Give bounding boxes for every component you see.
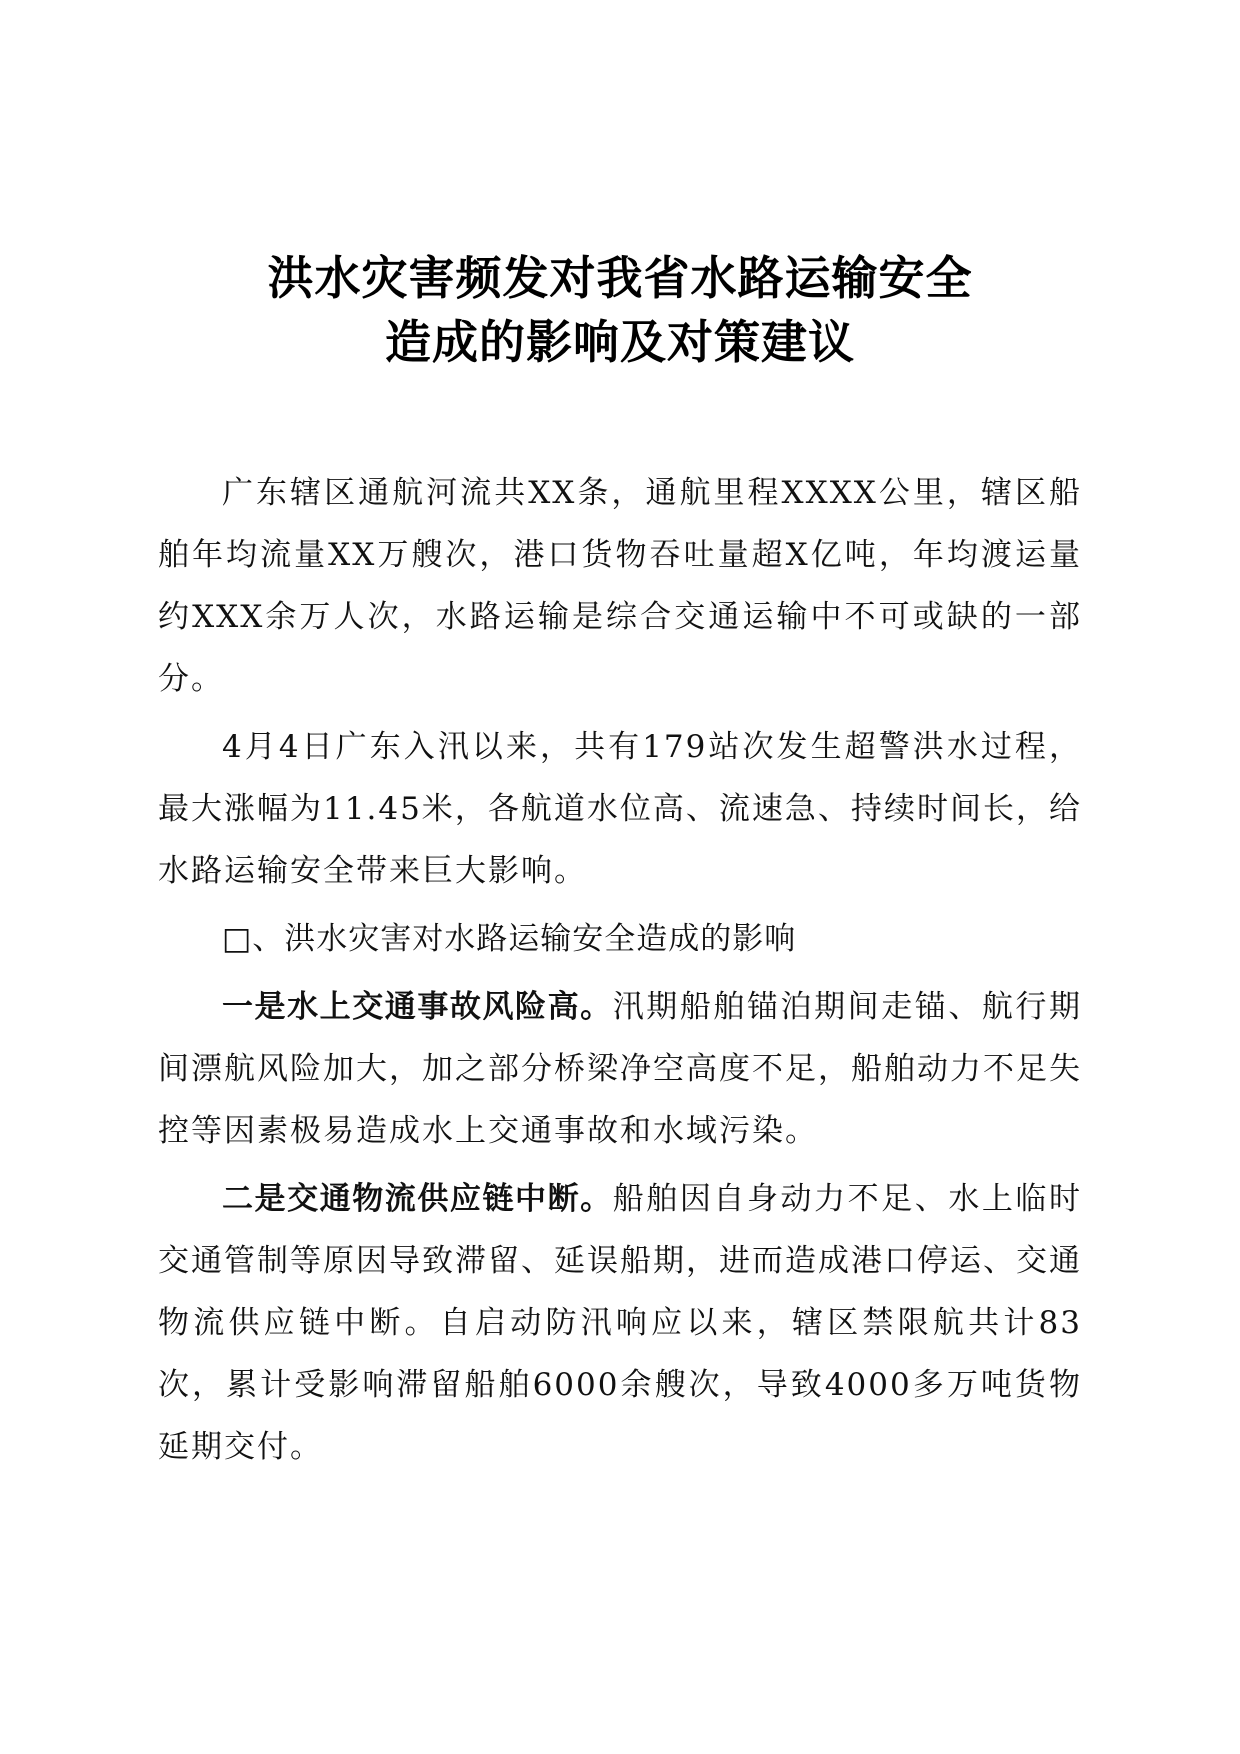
point-text: 汛期船舶锚泊期间走锚、航行期间漂航风险加大，加之部分桥梁净空高度不足，船舶动力不足失控等因素极易造成水上交通事故和水域污染。	[158, 989, 1082, 1149]
title-line-2: 造成的影响及对策建议	[385, 315, 855, 369]
point-lead: 一是水上交通事故风险高。	[222, 989, 613, 1025]
paragraph-overview: 广东辖区通航河流共XX条，通航里程XXXX公里，辖区船舶年均流量XX万艘次，港口货物吞吐量超X亿吨，年均渡运量约XXX余万人次，水路运输是综合交通运输中不可或缺的一部分。	[158, 475, 1082, 697]
document-body	[158, 462, 1082, 1484]
document-title	[0, 246, 1240, 374]
paragraph-flood-season: 4月4日广东入汛以来，共有179站次发生超警洪水过程，最大涨幅为11.45米，各航道水位高、流速急、持续时间长，给水路运输安全带来巨大影响。	[158, 729, 1082, 889]
point-lead: 二是交通物流供应链中断。	[222, 1181, 613, 1217]
title-line-1: 洪水灾害频发对我省水路运输安全	[267, 251, 973, 305]
point-accident-risk	[158, 976, 1082, 1162]
section-heading: □、洪水灾害对水路运输安全造成的影响	[222, 921, 797, 957]
point-supply-chain	[158, 1168, 1082, 1478]
point-text: 船舶因自身动力不足、水上临时交通管制等原因导致滞留、延误船期，进而造成港口停运、交通物流供应链中断。自启动防汛响应以来，辖区禁限航共计83次，累计受影响滞留船舶6000余艘次，导致4000多万吨货物延期交付。	[158, 1181, 1082, 1465]
